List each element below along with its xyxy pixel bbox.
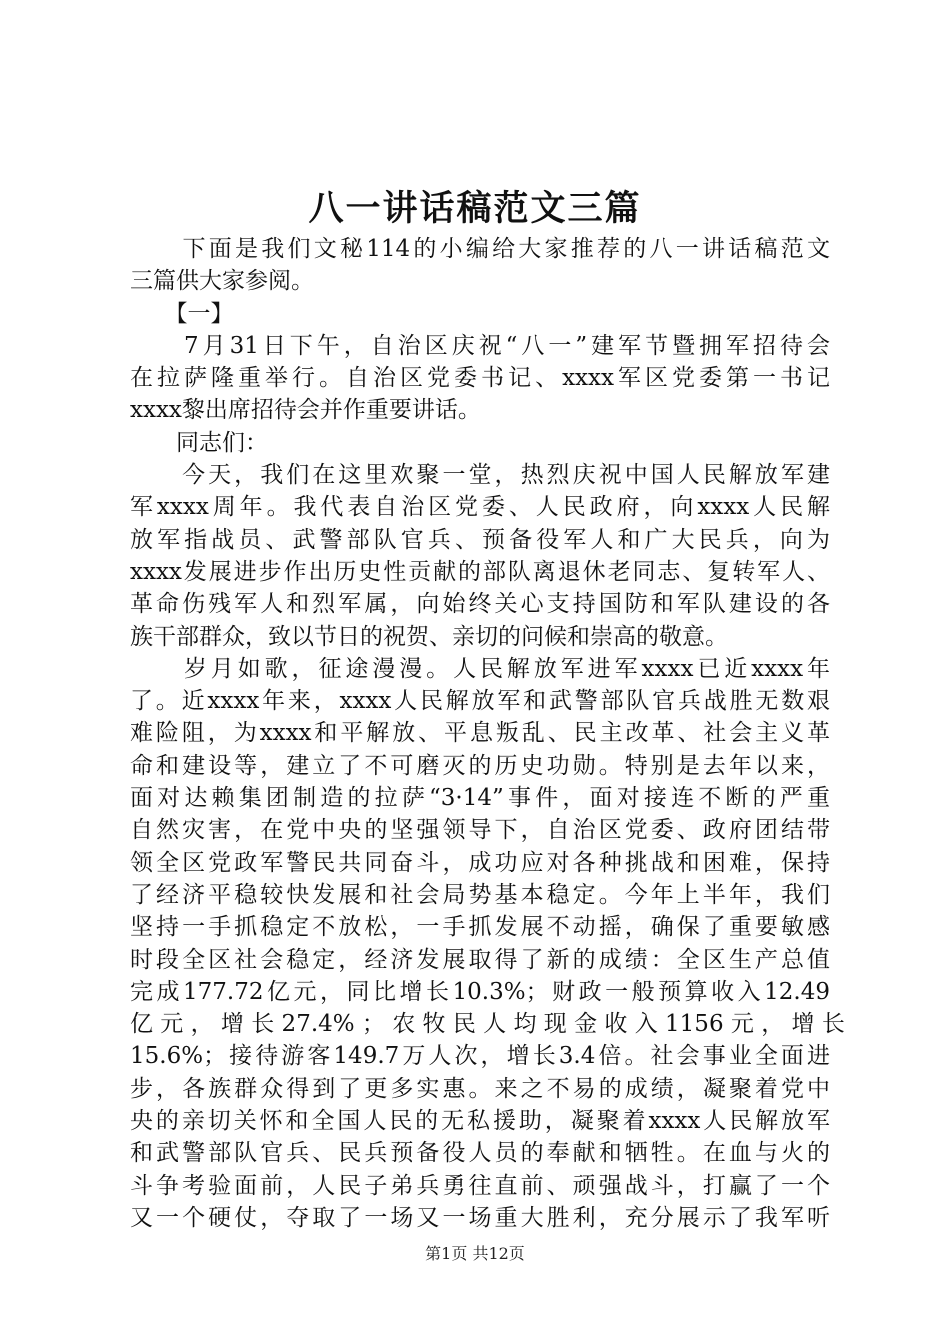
text-line: xxxx发展进步作出历史性贡献的部队离退休老同志、复转军人、 [130, 558, 830, 585]
document-title: 八一讲话稿范文三篇 [308, 188, 642, 229]
text-line: 三篇供大家参阅。 [130, 268, 314, 295]
text-line: 领全区党政军警民共同奋斗，成功应对各种挑战和困难，保持 [130, 849, 830, 876]
text-line: 亿 元 ， 增 长 27.4% ； 农 牧 民 人 均 现 金 收 入 1156 元 ， 增 长 [130, 1011, 845, 1038]
text-line: xxxx黎出席招待会并作重要讲话。 [130, 397, 481, 424]
text-line: 今天，我们在这里欢聚一堂，热烈庆祝中国人民解放军建 [130, 462, 830, 489]
text-line: 央的亲切关怀和全国人民的无私援助，凝聚着xxxx人民解放军 [130, 1108, 830, 1135]
text-line: 军xxxx周年。我代表自治区党委、人民政府，向xxxx人民解 [130, 494, 830, 521]
document-body [130, 233, 845, 1234]
text-line: 在拉萨隆重举行。自治区党委书记、xxxx军区党委第一书记 [130, 365, 830, 392]
text-line: 完成177.72亿元，同比增长10.3%；财政一般预算收入12.49 [130, 978, 830, 1005]
text-line: 7月31日下午，自治区庆祝“八一”建军节暨拥军招待会 [130, 332, 830, 359]
page-footer: 第1页 共12页 [425, 1244, 525, 1263]
text-line: 放军指战员、武警部队官兵、预备役军人和广大民兵，向为 [130, 526, 830, 553]
text-line: 了。近xxxx年来，xxxx人民解放军和武警部队官兵战胜无数艰 [130, 688, 830, 715]
text-line: 时段全区社会稳定，经济发展取得了新的成绩：全区生产总值 [130, 946, 830, 973]
text-line: 革命伤残军人和烈军属，向始终关心支持国防和军队建设的各 [130, 591, 830, 618]
text-line: 族干部群众，致以节日的祝贺、亲切的问候和崇高的敬意。 [130, 623, 728, 650]
text-line: 15.6%；接待游客149.7万人次，增长3.4倍。社会事业全面进 [130, 1043, 830, 1070]
text-line: 命和建设等，建立了不可磨灭的历史功勋。特别是去年以来， [130, 752, 830, 779]
text-line: 下面是我们文秘114的小编给大家推荐的八一讲话稿范文 [130, 236, 830, 262]
text-line: 难险阻，为xxxx和平解放、平息叛乱、民主改革、社会主义革 [130, 720, 830, 747]
text-line: 了经济平稳较快发展和社会局势基本稳定。今年上半年，我们 [130, 881, 830, 908]
text-line: 自然灾害，在党中央的坚强领导下，自治区党委、政府团结带 [130, 817, 830, 844]
text-line: 岁月如歌，征途漫漫。人民解放军进军xxxx已近xxxx年 [130, 655, 830, 682]
text-line: 【一】 [130, 300, 234, 327]
text-line: 又一个硬仗，夺取了一场又一场重大胜利，充分展示了我军听 [130, 1204, 830, 1231]
text-line: 步，各族群众得到了更多实惠。来之不易的成绩，凝聚着党中 [130, 1075, 830, 1102]
text-line: 面对达赖集团制造的拉萨“3·14”事件，面对接连不断的严重 [130, 785, 830, 812]
text-line: 斗争考验面前，人民子弟兵勇往直前、顽强战斗，打赢了一个 [130, 1172, 830, 1199]
text-line: 同志们： [130, 429, 268, 456]
text-line: 和武警部队官兵、民兵预备役人员的奉献和牺牲。在血与火的 [130, 1140, 830, 1167]
text-line: 坚持一手抓稳定不放松，一手抓发展不动摇，确保了重要敏感 [130, 914, 830, 941]
